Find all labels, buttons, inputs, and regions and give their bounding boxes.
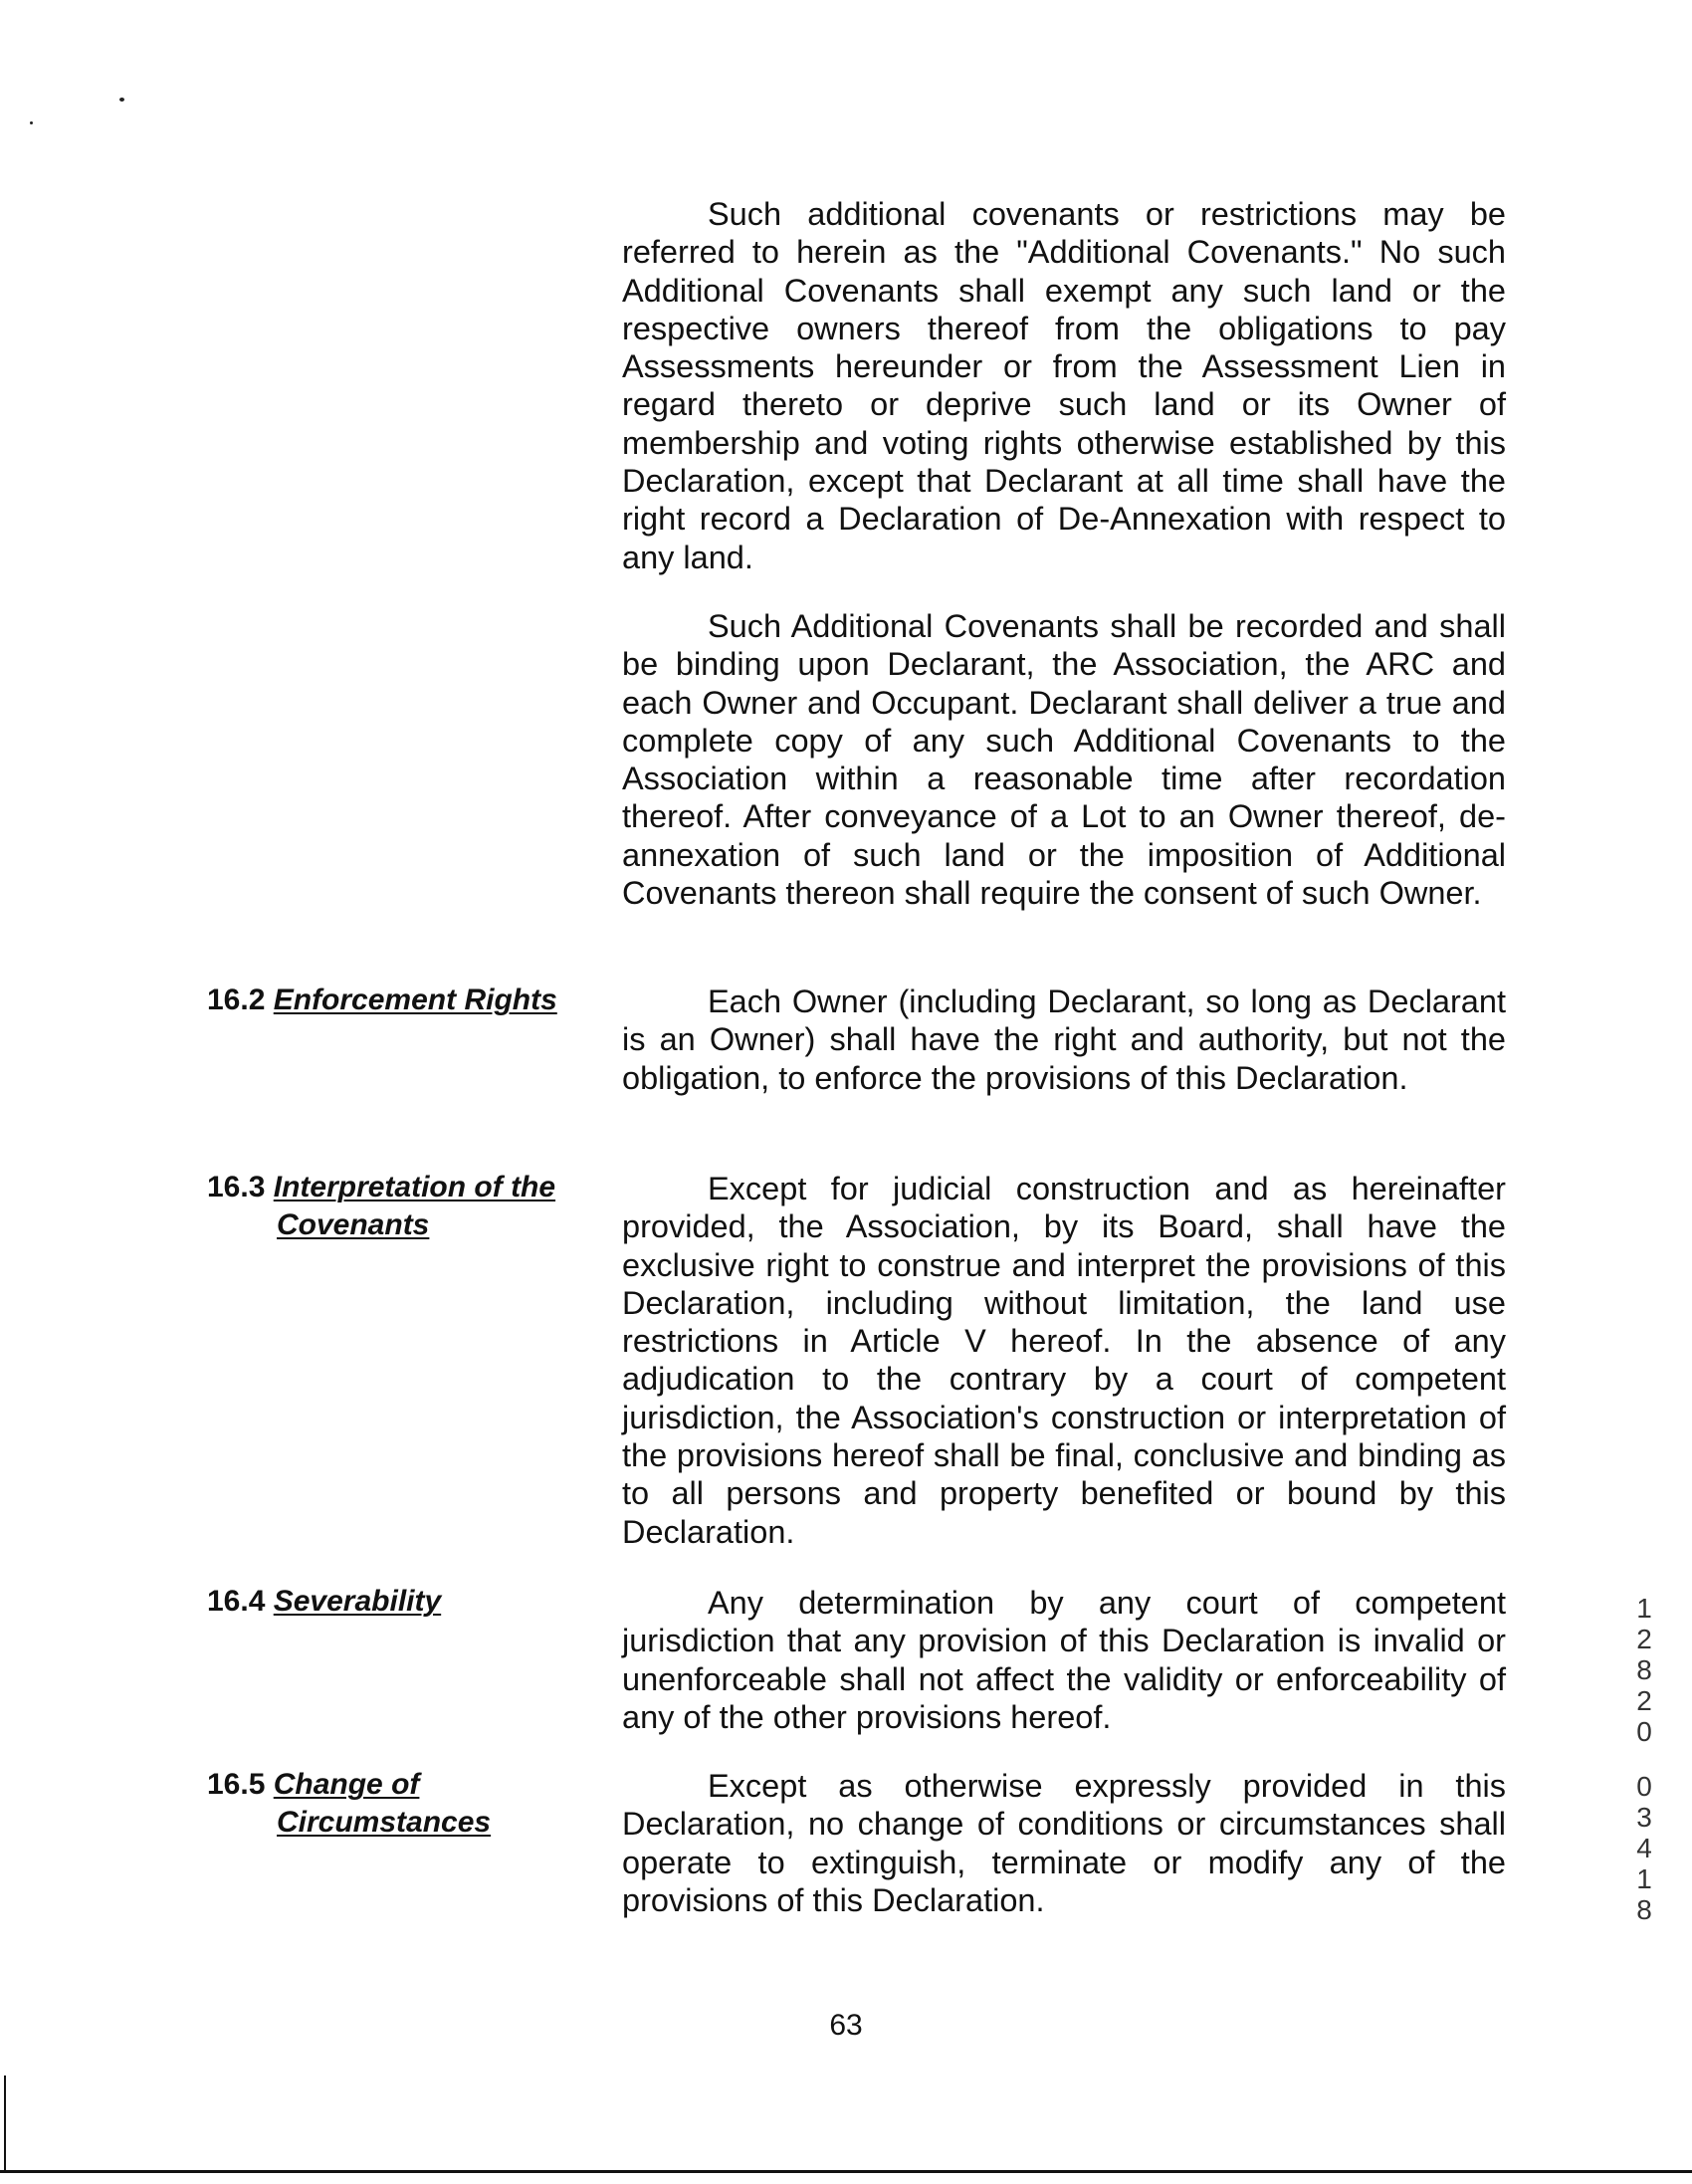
section-heading-16-3 xyxy=(207,1169,605,1245)
scan-border-bottom xyxy=(0,2170,1692,2173)
section-heading-16-5 xyxy=(207,1766,605,1843)
page-number: 63 xyxy=(829,2009,863,2042)
section-number: 16.5 xyxy=(207,1768,266,1801)
intro-paragraph-2: Such Additional Covenants shall be recorded and shall be binding upon Declarant, the Association, the ARC and each Owner and Occupant. Declarant shall deliver a true and complete copy of any such Additional Covenants to the Association within a reasonable time after recordation thereof. After conveyance of a Lot to an Owner thereof, de-annexation of such land or the imposition of Additional Covenants thereon shall require the consent of such Owner. xyxy=(622,608,1506,912)
stamp-digit: 4 xyxy=(1636,1833,1652,1863)
scan-border-left xyxy=(4,2075,6,2171)
section-heading-16-4 xyxy=(207,1583,605,1621)
section-heading-16-2 xyxy=(207,982,605,1019)
section-title: Interpretation of the xyxy=(273,1171,556,1203)
stamp-digit: 0 xyxy=(1636,1716,1652,1747)
scan-speck xyxy=(119,98,124,102)
section-title-continued: Covenants xyxy=(277,1208,430,1242)
section-title-continued: Circumstances xyxy=(277,1806,492,1840)
section-number: 16.4 xyxy=(207,1585,266,1618)
stamp-gap xyxy=(1624,1747,1664,1771)
section-body-16-3: Except for judicial construction and as hereinafter provided, the Association, by its Board, shall have the exclusive right to construe and interpret the provisions of this Declaration, including without limitation, the land use restrictions in Article V hereof. In the absence of any adjudication to the contrary by a court of competent jurisdiction, the Association's construction or interpretation of the provisions hereof shall be final, conclusive and binding as to all persons and property benefited or bound by this Declaration. xyxy=(622,1171,1506,1550)
stamp-digit: 1 xyxy=(1636,1593,1652,1624)
stamp-digit: 1 xyxy=(1636,1863,1652,1894)
stamp-digit: 2 xyxy=(1636,1624,1652,1654)
stamp-digit: 2 xyxy=(1636,1685,1652,1716)
stamp-digit: 3 xyxy=(1636,1802,1652,1833)
section-body-16-2: Each Owner (including Declarant, so long as Declarant is an Owner) shall have the right and authority, but not the obligation, to enforce the provisions of this Declaration. xyxy=(622,983,1506,1096)
stamp-digit: 8 xyxy=(1636,1894,1652,1925)
stamp-digit: 8 xyxy=(1636,1654,1652,1685)
section-body-16-4: Any determination by any court of competent jurisdiction that any provision of this Declaration is invalid or unenforceable shall not affect the validity or enforceability of any of the other provisions hereof. xyxy=(622,1585,1506,1735)
section-title: Change of xyxy=(273,1768,420,1801)
section-title: Severability xyxy=(273,1585,442,1618)
section-body-16-5: Except as otherwise expressly provided in this Declaration, no change of conditions or circumstances shall operate to extinguish, terminate or modify any of the provisions of this Declaration. xyxy=(622,1768,1506,1918)
section-title: Enforcement Rights xyxy=(273,983,557,1016)
scan-speck xyxy=(30,121,33,124)
intro-paragraph-1: Such additional covenants or restrictions may be referred to herein as the "Additional Covenants." No such Additional Covenants shall exempt any such land or the respective owners thereof from the obligations to pay Assessments hereunder or from the Assessment Lien in regard thereto or deprive such land or its Owner of membership and voting rights otherwise established by this Declaration, except that Declarant at all time shall have the right record a Declaration of De-Annexation with respect to any land. xyxy=(622,196,1506,575)
stamp-digit: 0 xyxy=(1636,1771,1652,1802)
section-number: 16.3 xyxy=(207,1171,266,1203)
margin-recording-stamp xyxy=(1624,1593,1664,1925)
section-number: 16.2 xyxy=(207,983,266,1016)
